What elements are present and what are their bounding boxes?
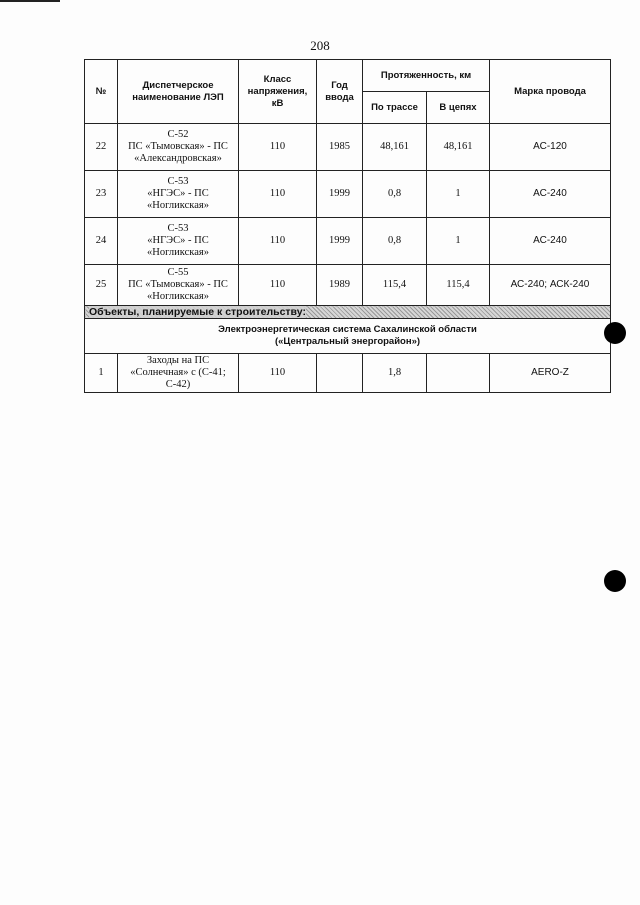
cell-in-circuits xyxy=(427,354,490,393)
power-lines-table xyxy=(84,59,611,393)
header-by-route: По трассе xyxy=(363,92,427,124)
header-in-circuits: В цепях xyxy=(427,92,490,124)
cell-year: 1985 xyxy=(317,124,363,171)
cell-voltage: 110 xyxy=(239,265,317,306)
cell-voltage: 110 xyxy=(239,171,317,218)
cell-voltage: 110 xyxy=(239,218,317,265)
name-line: С-53 xyxy=(167,176,189,187)
name-line: «Ногликская» xyxy=(147,247,209,258)
cell-by-route: 115,4 xyxy=(363,265,427,306)
cell-in-circuits: 48,161 xyxy=(427,124,490,171)
cell-by-route: 48,161 xyxy=(363,124,427,171)
power-lines-table-container xyxy=(84,59,610,393)
name-line: «Солнечная» с (С-41; xyxy=(130,367,226,378)
header-wire: Марка провода xyxy=(490,60,611,124)
system-title-cell xyxy=(85,319,611,354)
name-line: «Ногликская» xyxy=(147,200,209,211)
name-line: С-42) xyxy=(165,379,191,390)
header-num: № xyxy=(85,60,118,124)
name-line: «НГЭС» - ПС xyxy=(147,188,209,199)
name-line: «Александровская» xyxy=(134,153,222,164)
cell-in-circuits: 1 xyxy=(427,171,490,218)
name-line: ПС «Тымовская» - ПС xyxy=(128,141,228,152)
system-title-line: Электроэнергетическая система Сахалинской области xyxy=(218,324,477,335)
cell-num: 1 xyxy=(85,354,118,393)
table-row xyxy=(85,124,611,171)
cell-num: 22 xyxy=(85,124,118,171)
system-row xyxy=(85,319,611,354)
cell-num: 24 xyxy=(85,218,118,265)
section-row xyxy=(85,306,611,319)
table-row xyxy=(85,218,611,265)
section-title-cell xyxy=(85,306,611,319)
name-line: ПС «Тымовская» - ПС xyxy=(128,279,228,290)
cell-by-route: 0,8 xyxy=(363,171,427,218)
cell-name xyxy=(118,218,239,265)
cell-num: 25 xyxy=(85,265,118,306)
cell-by-route: 1,8 xyxy=(363,354,427,393)
table-row xyxy=(85,171,611,218)
cell-name xyxy=(118,265,239,306)
cell-wire: АС-240; АСК-240 xyxy=(490,265,611,306)
cell-wire: AERO-Z xyxy=(490,354,611,393)
cell-name xyxy=(118,354,239,393)
name-line: С-55 xyxy=(167,267,189,278)
system-title-line: («Центральный энергорайон») xyxy=(274,336,421,347)
header-voltage: Класс напряжения, кВ xyxy=(239,60,317,124)
cell-by-route: 0,8 xyxy=(363,218,427,265)
cell-voltage: 110 xyxy=(239,354,317,393)
punch-hole-mark xyxy=(604,322,626,344)
section-title: Объекты, планируемые к строительству: xyxy=(89,306,306,318)
cell-num: 23 xyxy=(85,171,118,218)
cell-name xyxy=(118,124,239,171)
header-year: Год ввода xyxy=(317,60,363,124)
table-row xyxy=(85,265,611,306)
header-name: Диспетчерское наименование ЛЭП xyxy=(118,60,239,124)
punch-hole-mark xyxy=(604,570,626,592)
name-line: Заходы на ПС xyxy=(146,355,210,366)
cell-name xyxy=(118,171,239,218)
name-line: «НГЭС» - ПС xyxy=(147,235,209,246)
name-line: «Ногликская» xyxy=(147,291,209,302)
name-line: С-53 xyxy=(167,223,189,234)
header-row xyxy=(85,60,611,92)
scan-edge-line xyxy=(0,0,60,2)
cell-in-circuits: 1 xyxy=(427,218,490,265)
header-length: Протяженность, км xyxy=(363,60,490,92)
cell-year: 1999 xyxy=(317,218,363,265)
cell-wire: АС-240 xyxy=(490,218,611,265)
cell-wire: АС-240 xyxy=(490,171,611,218)
cell-in-circuits: 115,4 xyxy=(427,265,490,306)
table-row xyxy=(85,354,611,393)
name-line: С-52 xyxy=(167,129,189,140)
cell-year: 1999 xyxy=(317,171,363,218)
cell-voltage: 110 xyxy=(239,124,317,171)
cell-wire: АС-120 xyxy=(490,124,611,171)
page-number: 208 xyxy=(310,38,330,53)
cell-year xyxy=(317,354,363,393)
cell-year: 1989 xyxy=(317,265,363,306)
